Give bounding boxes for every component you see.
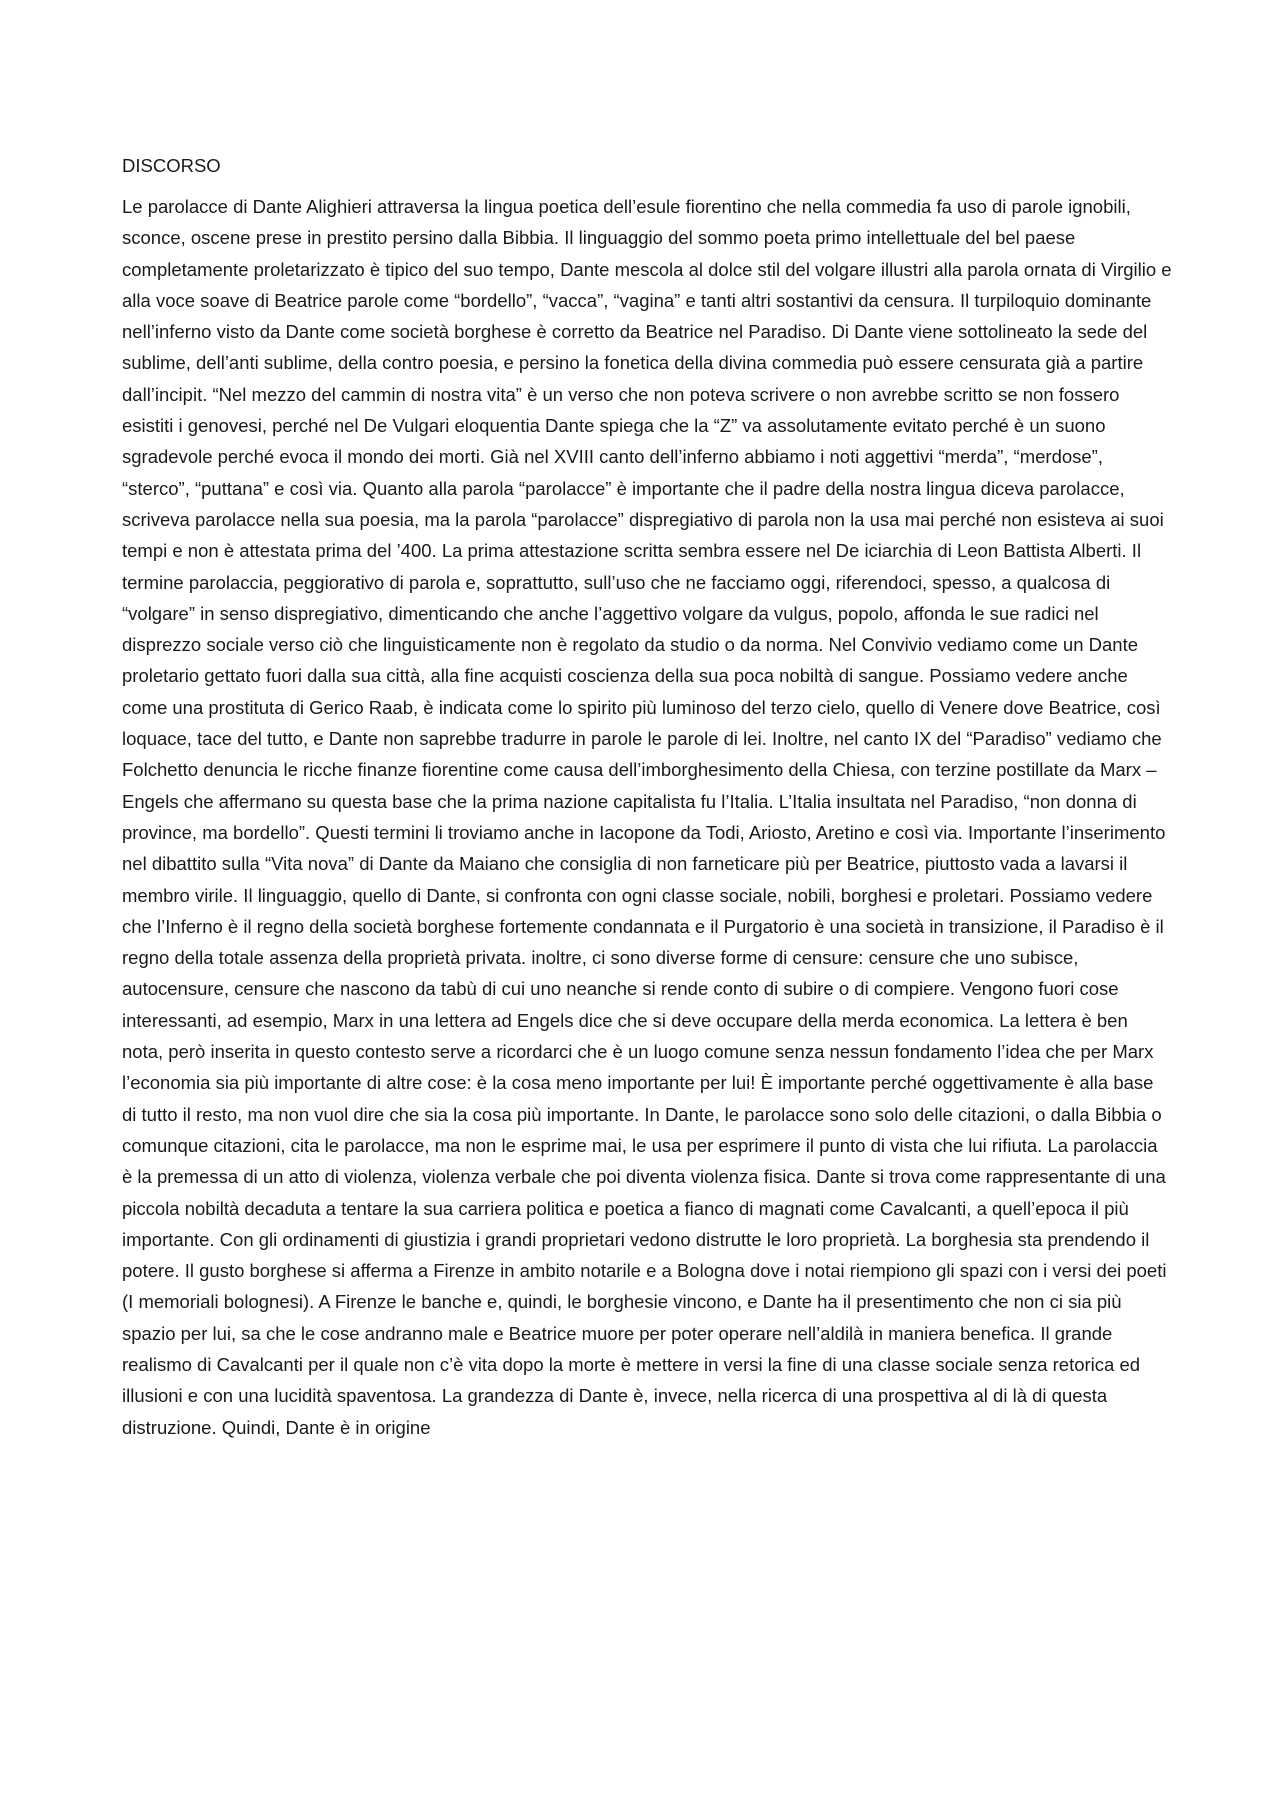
- document-heading: DISCORSO: [122, 155, 221, 176]
- document-page: [122, 150, 1172, 1443]
- document-body-paragraph: Le parolacce di Dante Alighieri attraversa la lingua poetica dell’esule fiorentino che nella commedia fa uso di parole ignobili, sconce, oscene prese in prestito persino dalla Bibbia. Il linguaggio del sommo poeta primo intellettuale del bel paese completamente proletarizzato è tipico del suo tempo, Dante mescola al dolce stil del volgare illustri alla parola ornata di Virgilio e alla voce soave di Beatrice parole come “bordello”, “vacca”, “vagina” e tanti altri sostantivi da censura. Il turpiloquio dominante nell’inferno visto da Dante come società borghese è corretto da Beatrice nel Paradiso. Di Dante viene sottolineato la sede del sublime, dell’anti sublime, della contro poesia, e persino la fonetica della divina commedia può essere censurata già a partire dall’incipit. “Nel mezzo del cammin di nostra vita” è un verso che non poteva scrivere o non avrebbe scritto se non fossero esistiti i genovesi, perché nel De Vulgari eloquentia Dante spiega che la “Z” va assolutamente evitato perché è un suono sgradevole perché evoca il mondo dei morti. Già nel XVIII canto dell’inferno abbiamo i noti aggettivi “merda”, “merdose”, “sterco”, “puttana” e così via. Quanto alla parola “parolacce” è importante che il padre della nostra lingua diceva parolacce, scriveva parolacce nella sua poesia, ma la parola “parolacce” dispregiativo di parola non la usa mai perché non esisteva ai suoi tempi e non è attestata prima del ’400. La prima attestazione scritta sembra essere nel De iciarchia di Leon Battista Alberti. Il termine parolaccia, peggiorativo di parola e, soprattutto, sull’uso che ne facciamo oggi, riferendoci, spesso, a qualcosa di “volgare” in senso dispregiativo, dimenticando che anche l’aggettivo volgare da vulgus, popolo, affonda le sue radici nel disprezzo sociale verso ciò che linguisticamente non è regolato da studio o da norma. Nel Convivio vediamo come un Dante proletario gettato fuori dalla sua città, alla fine acquisti coscienza della sua poca nobiltà di sangue. Possiamo vedere anche come una prostituta di Gerico Raab, è indicata come lo spirito più luminoso del terzo cielo, quello di Venere dove Beatrice, così loquace, tace del tutto, e Dante non saprebbe tradurre in parole le parole di lei. Inoltre, nel canto IX del “Paradiso” vediamo che Folchetto denuncia le ricche finanze fiorentine come causa dell’imborghesimento della Chiesa, con terzine postillate da Marx – Engels che affermano su questa base che la prima nazione capitalista fu l’Italia. L’Italia insultata nel Paradiso, “non donna di province, ma bordello”. Questi termini li troviamo anche in Iacopone da Todi, Ariosto, Aretino e così via. Importante l’inserimento nel dibattito sulla “Vita nova” di Dante da Maiano che consiglia di non farneticare più per Beatrice, piuttosto vada a lavarsi il membro virile. Il linguaggio, quello di Dante, si confronta con ogni classe sociale, nobili, borghesi e proletari. Possiamo vedere che l’Inferno è il regno della società borghese fortemente condannata e il Purgatorio è una società in transizione, il Paradiso è il regno della totale assenza della proprietà privata. inoltre, ci sono diverse forme di censure: censure che uno subisce, autocensure, censure che nascono da tabù di cui uno neanche si rende conto di subire o di compiere. Vengono fuori cose interessanti, ad esempio, Marx in una lettera ad Engels dice che si deve occupare della merda economica. La lettera è ben nota, però inserita in questo contesto serve a ricordarci che è un luogo comune senza nessun fondamento l’idea che per Marx l’economia sia più importante di altre cose: è la cosa meno importante per lui! È importante perché oggettivamente è alla base di tutto il resto, ma non vuol dire che sia la cosa più importante. In Dante, le parolacce sono solo delle citazioni, o dalla Bibbia o comunque citazioni, cita le parolacce, ma non le esprime mai, le usa per esprimere il punto di vista che lui rifiuta. La parolaccia è la premessa di un atto di violenza, violenza verbale che poi diventa violenza fisica. Dante si trova come rappresentante di una piccola nobiltà decaduta a tentare la sua carriera politica e poetica a fianco di magnati come Cavalcanti, a quell’epoca il più importante. Con gli ordinamenti di giustizia i grandi proprietari vedono distrutte le loro proprietà. La borghesia sta prendendo il potere. Il gusto borghese si afferma a Firenze in ambito notarile e a Bologna dove i notai riempiono gli spazi con i versi dei poeti (I memoriali bolognesi). A Firenze le banche e, quindi, le borghesie vincono, e Dante ha il presentimento che non ci sia più spazio per lui, sa che le cose andranno male e Beatrice muore per poter operare nell’aldilà in maniera benefica. Il grande realismo di Cavalcanti per il quale non c’è vita dopo la morte è mettere in versi la fine di una classe sociale senza retorica ed illusioni e con una lucidità spaventosa. La grandezza di Dante è, invece, nella ricerca di una prospettiva al di là di questa distruzione. Quindi, Dante è in origine: [122, 196, 1172, 1438]
